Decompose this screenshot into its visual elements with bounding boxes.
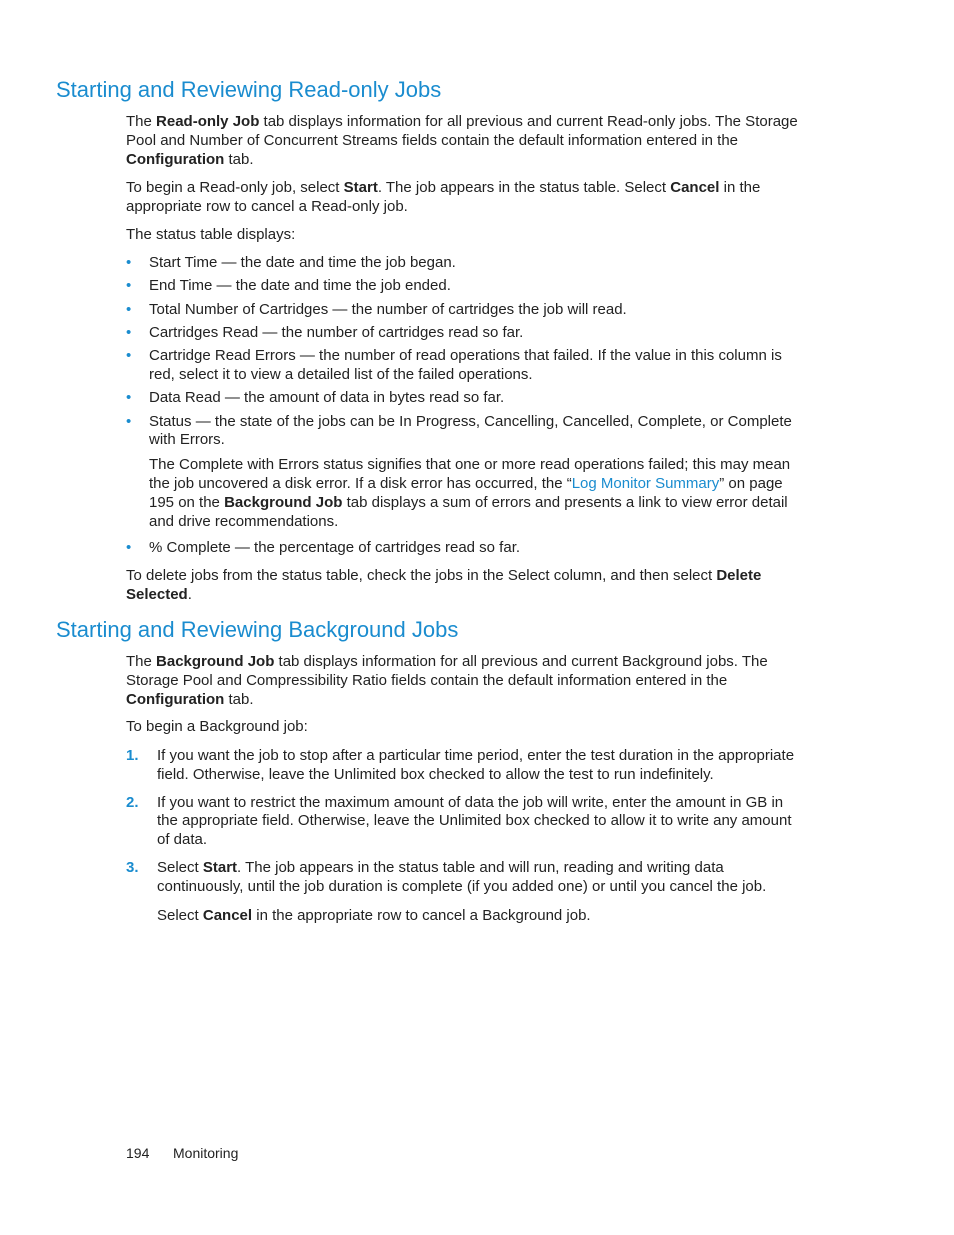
list-item: • % Complete — the percentage of cartridges read so far. <box>126 539 521 556</box>
step-number: 3. <box>126 858 139 876</box>
footer-section-name: Monitoring <box>173 1145 239 1161</box>
step-number: 2. <box>126 793 139 811</box>
list-item: • End Time — the date and time the job ended. <box>126 277 451 295</box>
list-item: • Cartridge Read Errors — the number of read operations that failed. If the value in this column is red, select it to view a detailed list of the failed operations. <box>126 347 782 383</box>
step3-note: Select Cancel in the appropriate row to cancel a Background job. <box>157 906 591 924</box>
status-table-intro: The status table displays: <box>126 226 296 243</box>
log-monitor-summary-link[interactable]: Log Monitor Summary <box>571 474 720 492</box>
bullet-icon: • <box>126 300 132 318</box>
bullet-icon: • <box>126 347 132 365</box>
list-item: • Status — the state of the jobs can be In Progress, Cancelling, Cancelled, Complete, or Complete with Errors. The Complete with Errors status signifies that one or more read operations failed; this may mean the job uncovered a disk error. If a disk error has occurred, the “Log Monitor Summary” on page 195 on the Background Job tab displays a sum of errors and presents a link to view error detail and drive recommendations. <box>126 413 806 532</box>
background-intro-paragraph: The Background Job tab displays information for all previous and current Background jobs. The Storage Pool and Compressibility Ratio fields contain the default information entered in the Configuration tab. <box>126 653 768 708</box>
step-item: 1. If you want the job to stop after a particular time period, enter the test duration in the appropriate field. Otherwise, leave the Unlimited box checked to allow the test to run indefinitely. <box>126 747 795 783</box>
bullet-icon: • <box>126 254 132 271</box>
page-number: 194 <box>126 1145 150 1161</box>
background-begin-intro: To begin a Background job: <box>126 718 308 735</box>
read-only-intro-paragraph: The Read-only Job tab displays information for all previous and current Read-only jobs. The Storage Pool and Number of Concurrent Streams fields contain the default information entered in the Configuration tab. <box>126 113 798 168</box>
status-note: The Complete with Errors status signifies that one or more read operations failed; this may mean the job uncovered a disk error. If a disk error has occurred, the “Log Monitor Summary” on page 195 on the Background Job tab displays a sum of errors and presents a link to view error detail and drive recommendations. <box>149 456 791 530</box>
step-number: 1. <box>126 747 139 764</box>
bullet-icon: • <box>126 323 132 341</box>
bullet-icon: • <box>126 412 132 430</box>
read-only-begin-paragraph: To begin a Read-only job, select Start. The job appears in the status table. Select Cancel in the appropriate row to cancel a Read-only job. <box>126 179 761 215</box>
bullet-icon: • <box>126 539 132 556</box>
bullet-icon: • <box>126 277 132 295</box>
section-heading-read-only-jobs: Starting and Reviewing Read-only Jobs <box>56 77 442 102</box>
background-steps-list <box>126 747 806 925</box>
list-item: • Data Read — the amount of data in bytes read so far. <box>126 389 505 407</box>
list-item: • Cartridges Read — the number of cartridges read so far. <box>126 323 524 341</box>
delete-jobs-paragraph: To delete jobs from the status table, check the jobs in the Select column, and then select Delete Selected. <box>126 567 762 603</box>
step-item: 3. Select Start. The job appears in the status table and will run, reading and writing data continuously, until the job duration is complete (if you added one) or until you cancel the job. Select Cancel in the appropriate row to cancel a Background job. <box>126 859 806 925</box>
bullet-icon: • <box>126 389 132 407</box>
step-item: 2. If you want to restrict the maximum amount of data the job will write, enter the amount in GB in the appropriate field. Otherwise, leave the Unlimited box checked to allow it to write any amount of data. <box>126 793 792 849</box>
section-heading-background-jobs: Starting and Reviewing Background Jobs <box>56 617 459 642</box>
status-table-bullet-list-continued <box>126 539 806 558</box>
list-item: • Start Time — the date and time the job began. <box>126 254 456 271</box>
list-item: • Total Number of Cartridges — the number of cartridges the job will read. <box>126 300 627 318</box>
status-table-bullet-list <box>126 254 806 531</box>
